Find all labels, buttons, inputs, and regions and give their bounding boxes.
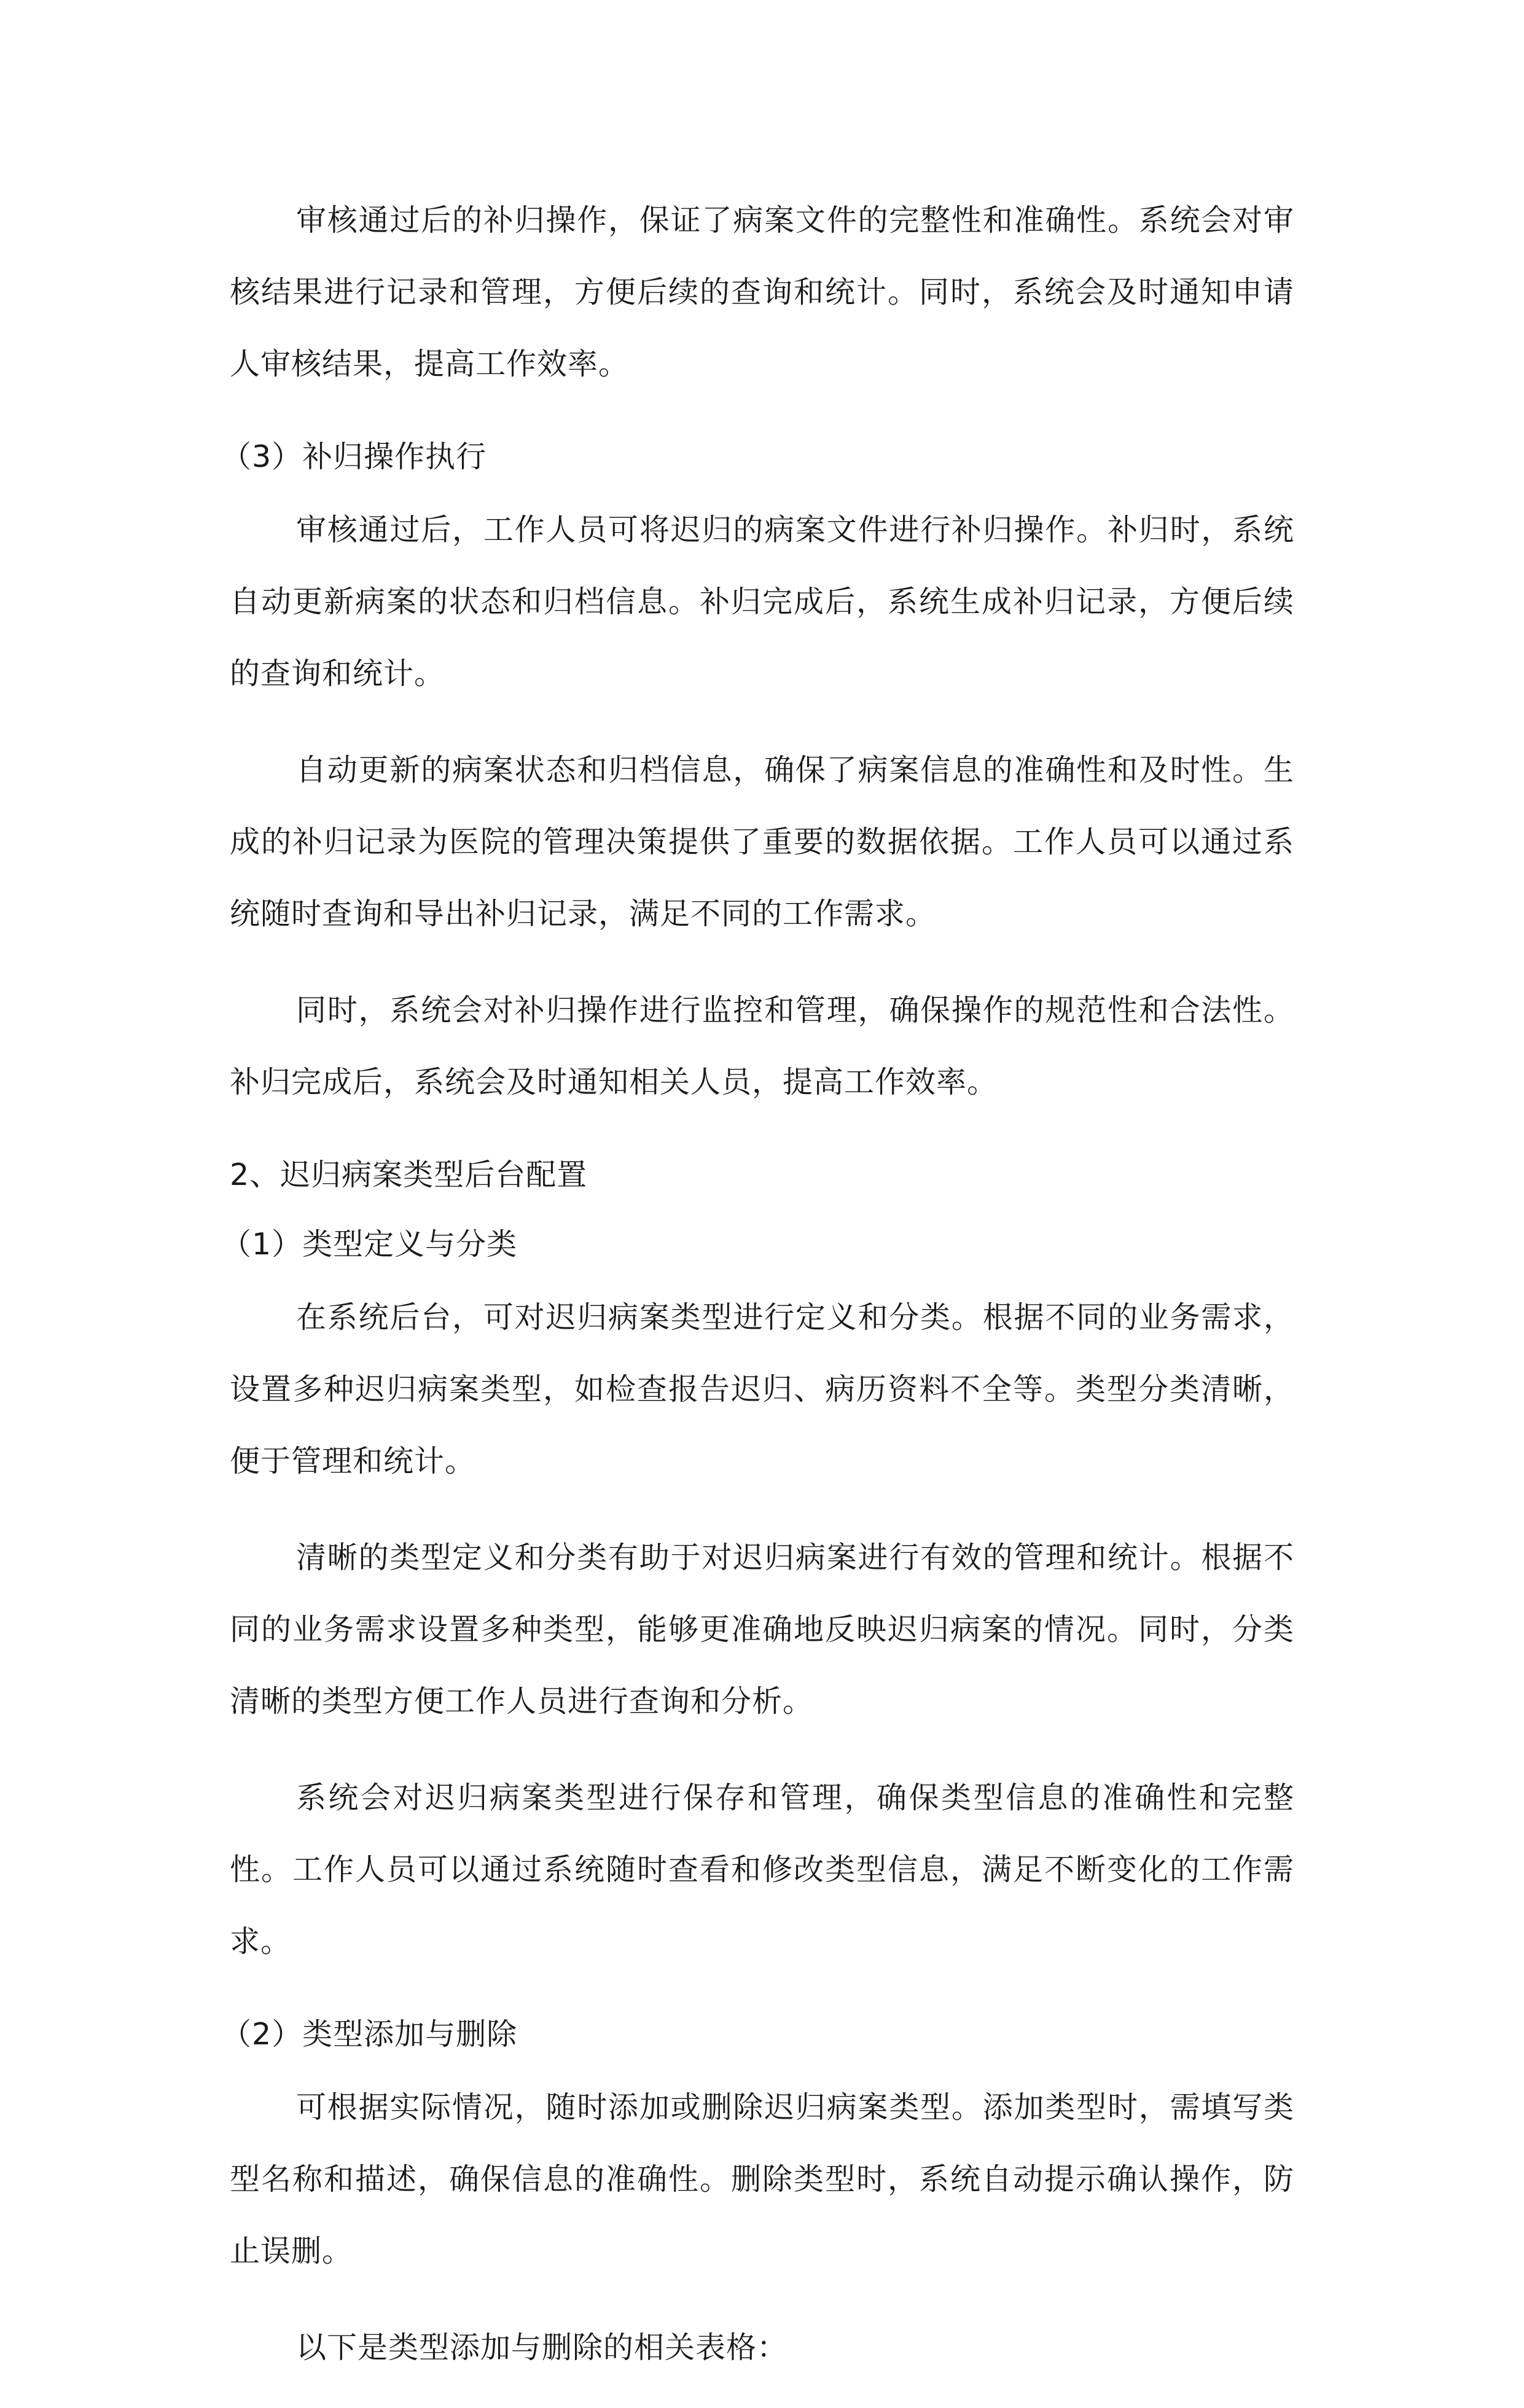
section-heading: 2、迟归病案类型后台配置 (230, 1157, 588, 1192)
paragraph: 审核通过后的补归操作，保证了病案文件的完整性和准确性。系统会对审核结果进行记录和管理，方便后续的查询和统计。同时，系统会及时通知申请人审核结果，提高工作效率。 (230, 203, 1294, 381)
section-subheading: （1）类型定义与分类 (221, 1227, 518, 1262)
section-subheading: （3）补归操作执行 (221, 439, 487, 474)
paragraph: 同时，系统会对补归操作进行监控和管理，确保操作的规范性和合法性。补归完成后，系统会及时通知相关人员，提高工作效率。 (230, 993, 1294, 1100)
paragraph: 系统会对迟归病案类型进行保存和管理，确保类型信息的准确性和完整性。工作人员可以通过系统随时查看和修改类型信息，满足不断变化的工作需求。 (230, 1780, 1294, 1959)
paragraph: 自动更新的病案状态和归档信息，确保了病案信息的准确性和及时性。生成的补归记录为医院的管理决策提供了重要的数据依据。工作人员可以通过系统随时查询和导出补归记录，满足不同的工作需求。 (230, 752, 1294, 931)
paragraph: 在系统后台，可对迟归病案类型进行定义和分类。根据不同的业务需求，设置多种迟归病案类型，如检查报告迟归、病历资料不全等。类型分类清晰，便于管理和统计。 (230, 1300, 1294, 1479)
paragraph: 审核通过后，工作人员可将迟归的病案文件进行补归操作。补归时，系统自动更新病案的状态和归档信息。补归完成后，系统生成补归记录，方便后续的查询和统计。 (230, 512, 1294, 691)
paragraph: 以下是类型添加与删除的相关表格： (296, 2330, 788, 2365)
paragraph: 可根据实际情况，随时添加或删除迟归病案类型。添加类型时，需填写类型名称和描述，确保信息的准确性。删除类型时，系统自动提示确认操作，防止误删。 (230, 2090, 1294, 2269)
document-body (221, 184, 1294, 2408)
paragraph: 清晰的类型定义和分类有助于对迟归病案进行有效的管理和统计。根据不同的业务需求设置多种类型，能够更准确地反映迟归病案的情况。同时，分类清晰的类型方便工作人员进行查询和分析。 (230, 1540, 1294, 1719)
section-subheading: （2）类型添加与删除 (221, 2017, 518, 2052)
